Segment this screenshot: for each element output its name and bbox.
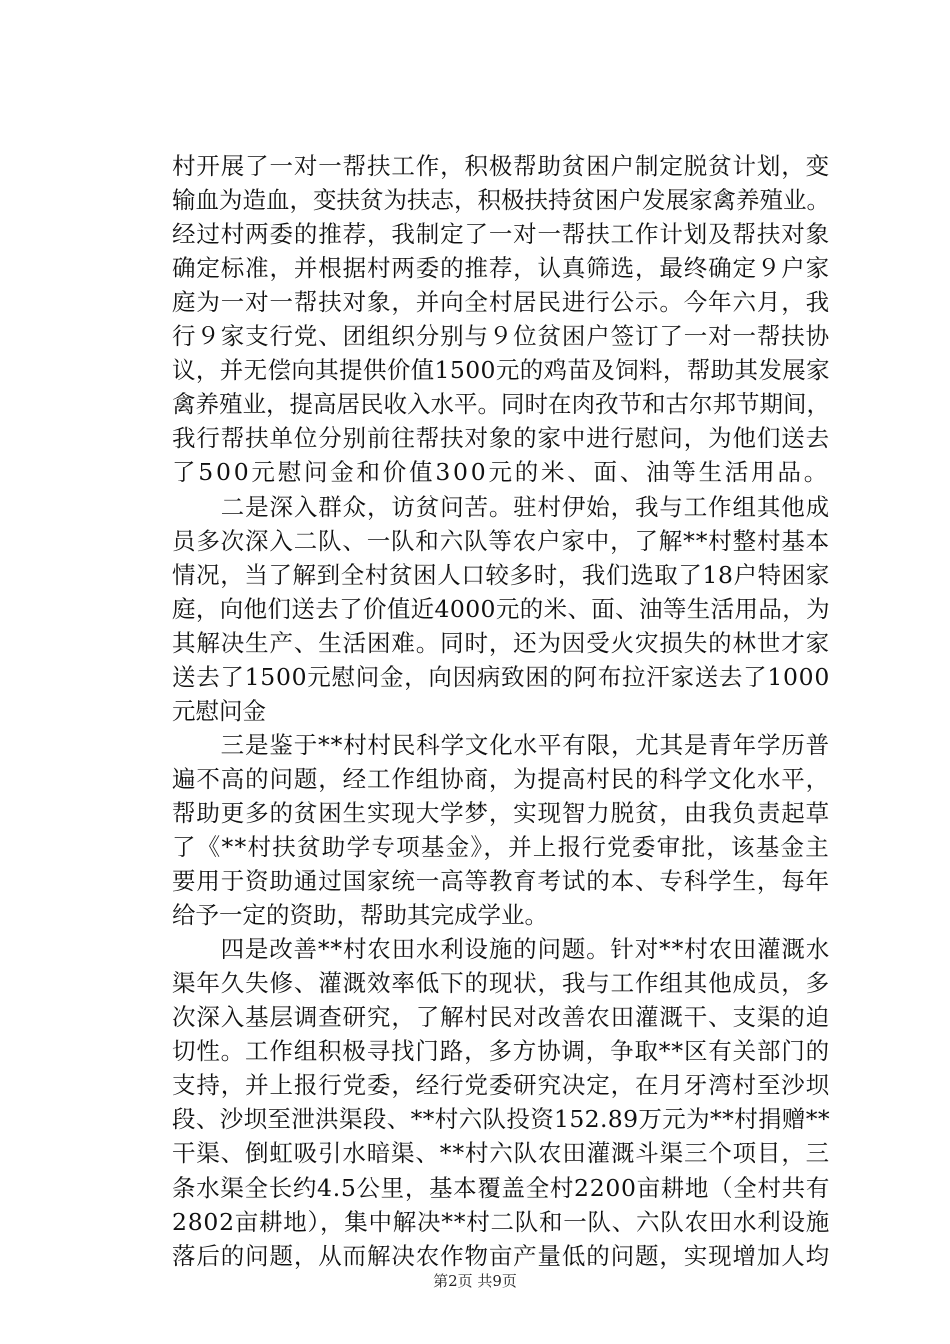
text-line: 段、沙坝至泄洪渠段、**村六队投资152.89万元为**村捐赠** <box>172 1105 830 1134</box>
text-line: 送去了1500元慰问金，向因病致困的阿布拉汗家送去了1000 <box>172 662 830 691</box>
text-line: 庭为一对一帮扶对象，并向全村居民进行公示。今年六月，我 <box>172 288 830 317</box>
page-footer: 第2页 共9页 <box>433 1272 517 1290</box>
text-line: 条水渠全长约4.5公里，基本覆盖全村2200亩耕地（全村共有 <box>172 1173 830 1202</box>
text-line: 二是深入群众，访贫问苦。驻村伊始，我与工作组其他成 <box>172 492 830 521</box>
text-line: 干渠、倒虹吸引水暗渠、**村六队农田灌溉斗渠三个项目，三 <box>172 1139 830 1168</box>
text-line: 支持，并上报行党委，经行党委研究决定，在月牙湾村至沙坝 <box>172 1071 830 1100</box>
text-line: 庭，向他们送去了价值近4000元的米、面、油等生活用品，为 <box>172 594 830 623</box>
text-line: 次深入基层调查研究，了解村民对改善农田灌溉干、支渠的迫 <box>172 1003 830 1032</box>
text-line: 其解决生产、生活困难。同时，还为因受火灾损失的林世才家 <box>172 628 830 657</box>
text-line: 确定标准，并根据村两委的推荐，认真筛选，最终确定９户家 <box>172 254 830 283</box>
text-line: 切性。工作组积极寻找门路，多方协调，争取**区有关部门的 <box>172 1037 830 1066</box>
text-line: 遍不高的问题，经工作组协商，为提高村民的科学文化水平， <box>172 764 830 793</box>
text-line: 村开展了一对一帮扶工作，积极帮助贫困户制定脱贫计划，变 <box>172 152 830 180</box>
text-line: 员多次深入二队、一队和六队等农户家中，了解**村整村基本 <box>172 526 830 555</box>
text-line: 经过村两委的推荐，我制定了一对一帮扶工作计划及帮扶对象 <box>172 220 830 249</box>
text-line: 了《**村扶贫助学专项基金》，并上报行党委审批，该基金主 <box>172 833 830 861</box>
text-line: 行９家支行党、团组织分别与９位贫困户签订了一对一帮扶协 <box>172 322 830 351</box>
text-line: 2802亩耕地），集中解决**村二队和一队、六队农田水利设施 <box>172 1207 830 1236</box>
text-line: 三是鉴于**村村民科学文化水平有限，尤其是青年学历普 <box>172 730 830 759</box>
text-line: 议，并无偿向其提供价值1500元的鸡苗及饲料，帮助其发展家 <box>172 356 830 385</box>
text-line: 渠年久失修、灌溉效率低下的现状，我与工作组其他成员，多 <box>172 969 830 998</box>
text-line: 要用于资助通过国家统一高等教育考试的本、专科学生，每年 <box>172 867 830 896</box>
text-line: 四是改善**村农田水利设施的问题。针对**村农田灌溉水 <box>172 935 830 964</box>
text-line: 帮助更多的贫困生实现大学梦，实现智力脱贫，由我负责起草 <box>172 798 830 827</box>
text-line: 输血为造血，变扶贫为扶志，积极扶持贫困户发展家禽养殖业。 <box>172 186 830 215</box>
text-line: 禽养殖业，提高居民收入水平。同时在肉孜节和古尔邦节期间， <box>172 390 830 419</box>
text-line: 给予一定的资助，帮助其完成学业。 <box>172 901 548 930</box>
text-line: 落后的问题，从而解决农作物亩产量低的问题，实现增加人均 <box>172 1241 830 1270</box>
text-line: 元慰问金 <box>172 696 266 725</box>
text-line: 我行帮扶单位分别前往帮扶对象的家中进行慰问，为他们送去 <box>172 424 830 453</box>
text-line: 情况，当了解到全村贫困人口较多时，我们选取了18户特困家 <box>172 560 830 589</box>
text-line: 了500元慰问金和价值300元的米、面、油等生活用品。 <box>172 458 830 487</box>
